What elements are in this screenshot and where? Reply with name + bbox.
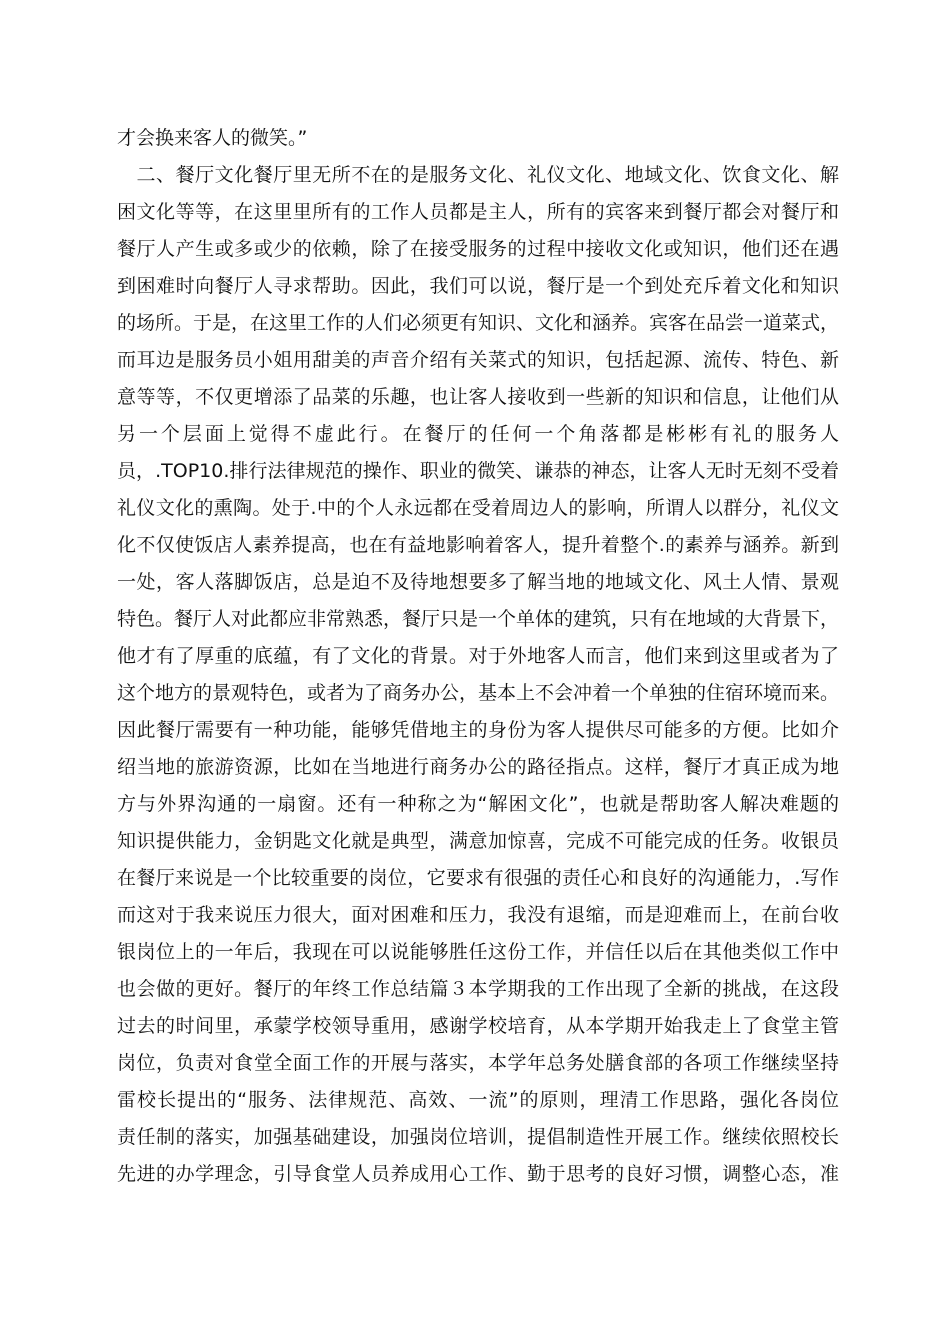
text-line: 另一个层面上觉得不虚此行。在餐厅的任何一个角落都是彬彬有礼的服务人 (117, 423, 839, 445)
text-line: 才会换来客人的微笑。” (117, 127, 308, 149)
text-line: 特色。餐厅人对此都应非常熟悉，餐厅只是一个单体的建筑，只有在地域的大背景下， (117, 608, 839, 630)
text-line: 的场所。于是，在这里工作的人们必须更有知识、文化和涵养。宾客在品尝一道菜式， (117, 312, 839, 334)
text-line: 雷校长提出的“服务、法律规范、高效、一流”的原则，理清工作思路，强化各岗位 (117, 1089, 839, 1111)
text-line: 困文化等等，在这里里所有的工作人员都是主人，所有的宾客来到餐厅都会对餐厅和 (117, 201, 839, 223)
text-line: 过去的时间里，承蒙学校领导重用，感谢学校培育，从本学期开始我走上了食堂主管 (117, 1015, 839, 1037)
text-line: 绍当地的旅游资源，比如在当地进行商务办公的路径指点。这样，餐厅才真正成为地 (117, 756, 839, 778)
text-line: 知识提供能力，金钥匙文化就是典型，满意加惊喜，完成不可能完成的任务。收银员 (117, 830, 839, 852)
text-line: 意等等，不仅更增添了品菜的乐趣，也让客人接收到一些新的知识和信息，让他们从 (117, 386, 839, 408)
text-line: 岗位，负责对食堂全面工作的开展与落实，本学年总务处膳食部的各项工作继续坚持 (117, 1052, 839, 1074)
text-line: 员，.TOP10.排行法律规范的操作、职业的微笑、谦恭的神态，让客人无时无刻不受着 (117, 460, 839, 482)
text-line: 这个地方的景观特色，或者为了商务办公，基本上不会冲着一个单独的住宿环境而来。 (117, 682, 839, 704)
text-line: 化不仅使饭店人素养提高，也在有益地影响着客人，提升着整个.的素养与涵养。新到 (117, 534, 839, 556)
text-line: 而耳边是服务员小姐用甜美的声音介绍有关菜式的知识，包括起源、流传、特色、新 (117, 349, 839, 371)
text-line: 因此餐厅需要有一种功能，能够凭借地主的身份为客人提供尽可能多的方便。比如介 (117, 719, 839, 741)
body-text (117, 120, 839, 1193)
text-line: 方与外界沟通的一扇窗。还有一种称之为“解困文化”，也就是帮助客人解决难题的 (117, 793, 839, 815)
text-line: 二、餐厅文化餐厅里无所不在的是服务文化、礼仪文化、地域文化、饮食文化、解 (117, 164, 839, 186)
text-line: 餐厅人产生或多或少的依赖，除了在接受服务的过程中接收文化或知识，他们还在遇 (117, 238, 839, 260)
text-line: 银岗位上的一年后，我现在可以说能够胜任这份工作，并信任以后在其他类似工作中 (117, 941, 839, 963)
text-line: 在餐厅来说是一个比较重要的岗位，它要求有很强的责任心和良好的沟通能力，.写作 (117, 867, 839, 889)
text-line: 礼仪文化的熏陶。处于.中的个人永远都在受着周边人的影响，所谓人以群分，礼仪文 (117, 497, 839, 519)
text-line: 而这对于我来说压力很大，面对困难和压力，我没有退缩，而是迎难而上，在前台收 (117, 904, 839, 926)
text-line: 责任制的落实，加强基础建设，加强岗位培训，提倡制造性开展工作。继续依照校长 (117, 1126, 839, 1148)
text-line: 他才有了厚重的底蕴，有了文化的背景。对于外地客人而言，他们来到这里或者为了 (117, 645, 839, 667)
text-line: 先进的办学理念，引导食堂人员养成用心工作、勤于思考的良好习惯，调整心态，准 (117, 1163, 839, 1185)
text-line: 到困难时向餐厅人寻求帮助。因此，我们可以说，餐厅是一个到处充斥着文化和知识 (117, 275, 839, 297)
text-line: 一处，客人落脚饭店，总是迫不及待地想要多了解当地的地域文化、风土人情、景观 (117, 571, 839, 593)
text-line: 也会做的更好。餐厅的年终工作总结篇３本学期我的工作出现了全新的挑战，在这段 (117, 978, 839, 1000)
